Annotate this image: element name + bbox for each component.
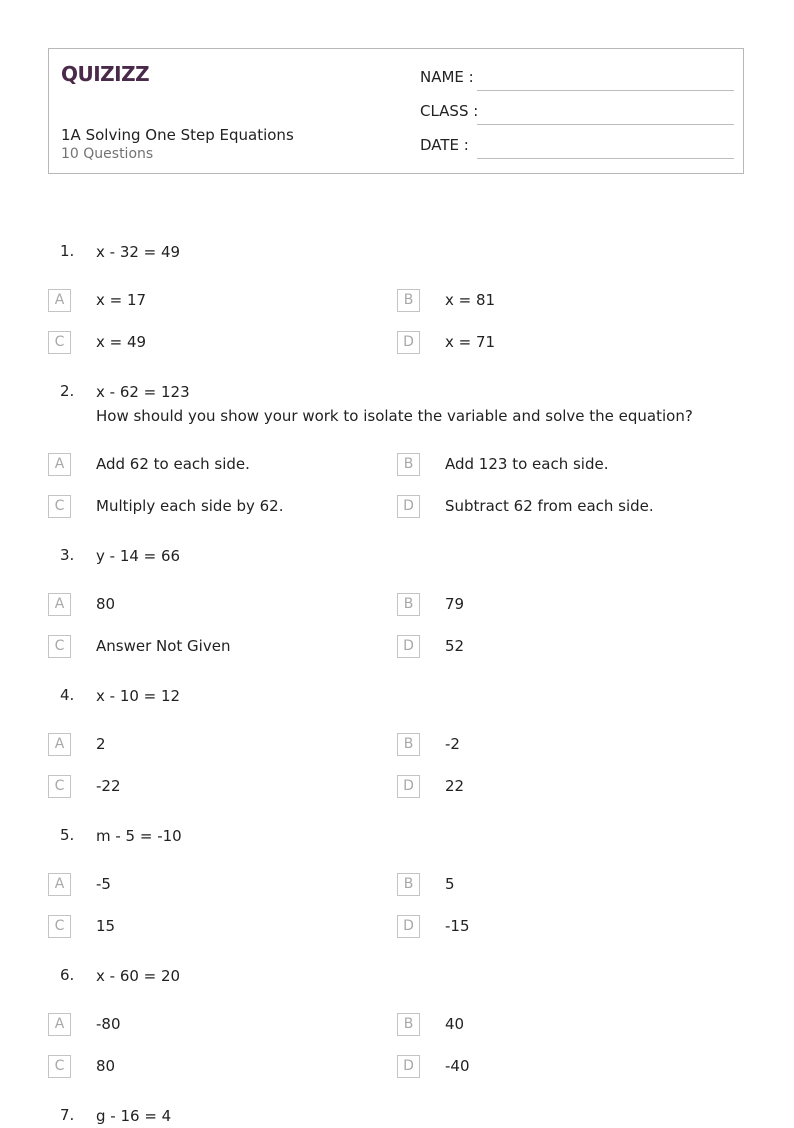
question-count: 10 Questions [61,146,154,162]
option-b-text: 5 [445,875,455,893]
option-d-text: 52 [445,637,465,655]
option-a-box[interactable]: A [48,289,71,312]
option-c-box[interactable]: C [48,1055,71,1078]
option-d-box[interactable]: D [397,495,420,518]
question-prompt: x - 10 = 12 [96,687,181,705]
question-number: 5. [60,826,75,844]
option-c-box[interactable]: C [48,775,71,798]
option-c-text: Answer Not Given [96,637,231,655]
question-number: 3. [60,546,75,564]
option-d-box[interactable]: D [397,915,420,938]
option-c-box[interactable]: C [48,495,71,518]
option-a-box[interactable]: A [48,593,71,616]
name-label: NAME : [420,68,474,86]
class-label: CLASS : [420,102,479,120]
question-prompt-line2: How should you show your work to isolate the variable and solve the equation? [96,407,693,425]
option-b-text: 40 [445,1015,465,1033]
option-a-text: 80 [96,595,116,613]
option-b-box[interactable]: B [397,733,420,756]
option-d-box[interactable]: D [397,775,420,798]
question-prompt: g - 16 = 4 [96,1107,172,1125]
option-a-box[interactable]: A [48,453,71,476]
option-a-box[interactable]: A [48,1013,71,1036]
option-a-text: x = 17 [96,291,147,309]
option-b-text: 79 [445,595,465,613]
option-d-box[interactable]: D [397,635,420,658]
question-prompt: x - 62 = 123 [96,383,190,401]
option-a-text: 2 [96,735,106,753]
option-d-box[interactable]: D [397,1055,420,1078]
question-prompt: m - 5 = -10 [96,827,182,845]
option-a-text: -5 [96,875,111,893]
date-label: DATE : [420,136,469,154]
option-a-text: -80 [96,1015,121,1033]
question-number: 4. [60,686,75,704]
option-b-box[interactable]: B [397,453,420,476]
question-prompt: x - 32 = 49 [96,243,181,261]
option-b-box[interactable]: B [397,1013,420,1036]
option-d-text: Subtract 62 from each side. [445,497,654,515]
option-b-text: -2 [445,735,460,753]
option-a-box[interactable]: A [48,733,71,756]
option-d-text: x = 71 [445,333,496,351]
question-number: 7. [60,1106,75,1124]
option-d-text: -15 [445,917,470,935]
option-c-text: 15 [96,917,116,935]
option-c-text: 80 [96,1057,116,1075]
option-d-box[interactable]: D [397,331,420,354]
option-b-text: x = 81 [445,291,496,309]
option-d-text: 22 [445,777,465,795]
option-b-text: Add 123 to each side. [445,455,609,473]
option-c-box[interactable]: C [48,915,71,938]
question-prompt: y - 14 = 66 [96,547,181,565]
option-c-text: -22 [96,777,121,795]
option-c-box[interactable]: C [48,635,71,658]
worksheet-title: 1A Solving One Step Equations [61,126,294,144]
question-number: 6. [60,966,75,984]
option-b-box[interactable]: B [397,873,420,896]
option-c-text: Multiply each side by 62. [96,497,284,515]
question-number: 1. [60,242,75,260]
svg-text:QUIZIZZ: QUIZIZZ [61,62,150,86]
question-prompt: x - 60 = 20 [96,967,181,985]
option-d-text: -40 [445,1057,470,1075]
option-c-box[interactable]: C [48,331,71,354]
question-number: 2. [60,382,75,400]
option-c-text: x = 49 [96,333,147,351]
option-b-box[interactable]: B [397,289,420,312]
option-b-box[interactable]: B [397,593,420,616]
option-a-box[interactable]: A [48,873,71,896]
option-a-text: Add 62 to each side. [96,455,250,473]
